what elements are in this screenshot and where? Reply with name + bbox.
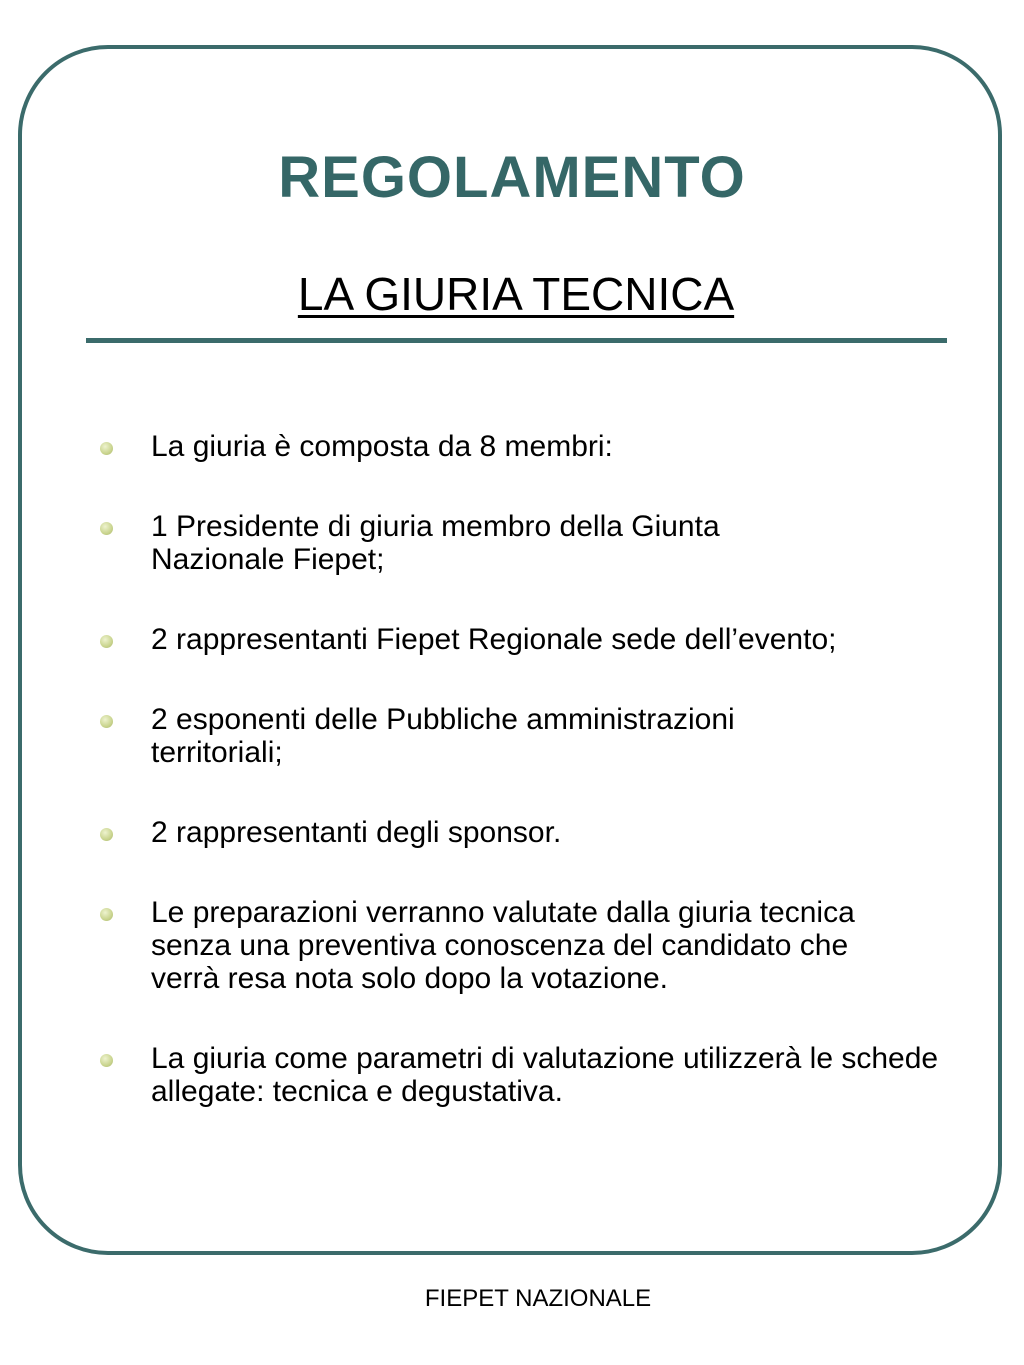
list-item xyxy=(0,896,1024,995)
footer-label: FIEPET NAZIONALE xyxy=(424,1285,652,1312)
list-item-text: Le preparazioni verranno valutate dalla giuria tecnica senza una preventiva conoscenza del candidato che verrà resa nota solo dopo la votazione. xyxy=(151,896,855,995)
bullet-dot-icon xyxy=(100,635,113,648)
list-item-text: La giuria come parametri di valutazione utilizzerà le schede allegate: tecnica e degustativa. xyxy=(151,1042,939,1108)
bullet-dot-icon xyxy=(100,908,113,921)
bullet-dot-icon xyxy=(100,715,113,728)
list-item-text: 2 esponenti delle Pubbliche amministrazioni territoriali; xyxy=(151,703,735,769)
list-item xyxy=(0,703,1024,769)
list-item xyxy=(0,623,1024,656)
list-item xyxy=(0,510,1024,576)
bullet-dot-icon xyxy=(100,828,113,841)
list-item xyxy=(0,430,1024,463)
bullet-dot-icon xyxy=(100,522,113,535)
bullet-dot-icon xyxy=(100,1054,113,1067)
page-subtitle: LA GIURIA TECNICA xyxy=(297,268,735,320)
page-title: REGOLAMENTO xyxy=(278,145,746,210)
list-item-text: 2 rappresentanti Fiepet Regionale sede dell’evento; xyxy=(151,623,837,656)
list-item xyxy=(0,816,1024,849)
list-item-text: La giuria è composta da 8 membri: xyxy=(151,430,613,463)
list-item-text: 1 Presidente di giuria membro della Giunta Nazionale Fiepet; xyxy=(151,510,720,576)
list-item xyxy=(0,1042,1024,1108)
bullet-list xyxy=(0,430,1024,1155)
title-divider xyxy=(86,338,947,343)
list-item-text: 2 rappresentanti degli sponsor. xyxy=(151,816,562,849)
bullet-dot-icon xyxy=(100,442,113,455)
